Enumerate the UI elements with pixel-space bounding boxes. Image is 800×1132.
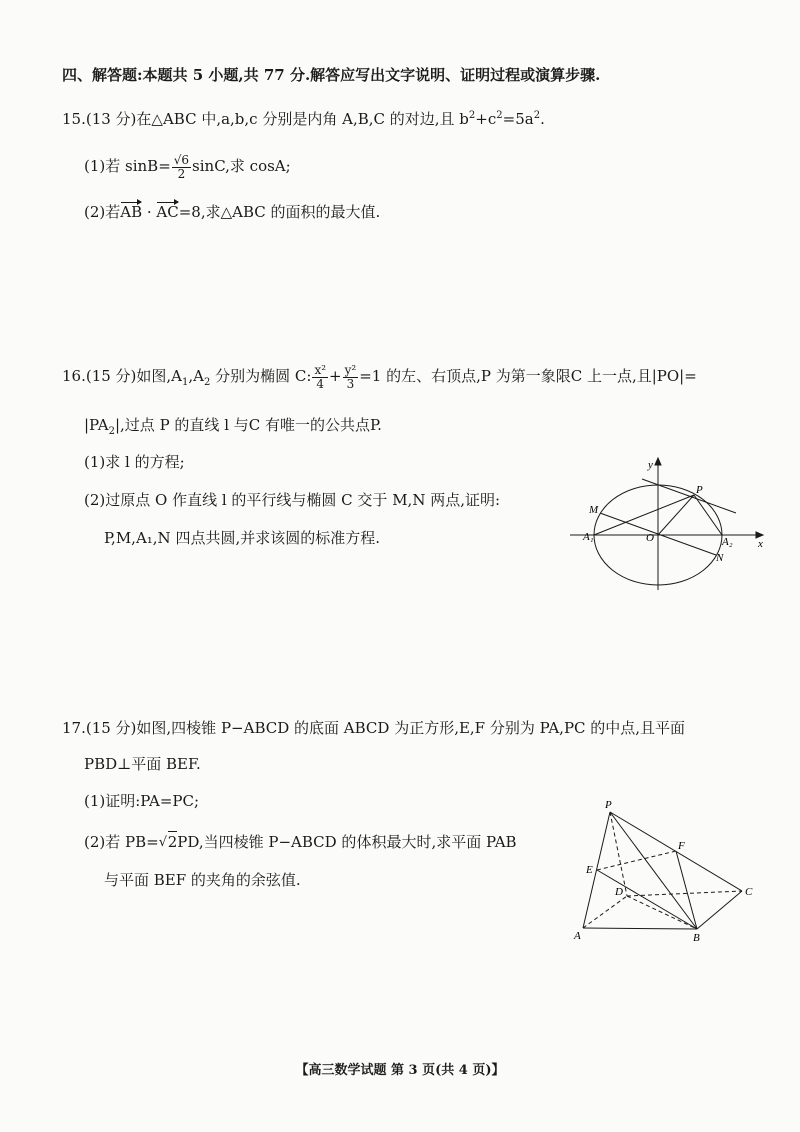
segment-eb	[597, 870, 697, 929]
label-p: P	[696, 484, 703, 496]
edge-bc	[697, 891, 742, 929]
q15-part1: (1)若 sinB= $\frac{√6}{2}$ sinC,求 cosA;	[84, 152, 291, 181]
q16-part1: (1)求 l 的方程;	[84, 453, 185, 471]
q16-stem-line2: $|PA_2|$,过点 P 的直线 l 与C 有唯一的公共点P.	[84, 416, 382, 437]
q15-part2: (2)若AB · AC=8,求△ABC 的面积的最大值.	[84, 203, 381, 221]
segment-o-p	[658, 495, 694, 535]
segment-ef	[597, 851, 676, 870]
page-footer: 【高三数学试题 第 3 页(共 4 页)】	[295, 1063, 505, 1078]
q16-frac-x: $\frac{\text{x²}}{4}$	[314, 362, 327, 391]
vector-ac: AC	[156, 203, 179, 221]
tangent-line-l	[642, 479, 736, 513]
edge-ab	[583, 928, 697, 929]
label-y: y	[648, 459, 653, 471]
ellipse-figure	[566, 455, 766, 595]
q17-stem-line2: PBD⊥平面 BEF.	[84, 755, 201, 773]
section-header: 四、解答题:本题共 5 小题,共 77 分.解答应写出文字说明、证明过程或演算步骤.	[62, 66, 601, 84]
q16-frac-y: $\frac{\text{y²}}{3}$	[344, 362, 357, 391]
q15-stem: 15.(13 分)在△ABC 中,a,b,c 分别是内角 A,B,C 的对边,且 $b^2+c^2=5a^2$.	[62, 110, 545, 128]
label-o: O	[646, 532, 654, 544]
edge-pb	[610, 812, 697, 929]
label-f: F	[678, 840, 685, 852]
q16-part2-line2: P,M,A₁,N 四点共圆,并求该圆的标准方程.	[104, 529, 380, 547]
label-m: M	[589, 504, 599, 516]
y-axis-arrow	[655, 458, 661, 465]
segment-p-a2	[694, 495, 722, 535]
label-a1: A₁	[583, 531, 594, 543]
q15-fraction: $\frac{√6}{2}$	[173, 152, 190, 181]
vector-ab: AB	[120, 203, 143, 221]
q16-stem: 16.(15 分)如图$,A_1,A_2$ 分别为椭圆 C: $\frac{\text{x²}}{4}$ + $\frac{\text{y²}}{3}$ =1 的左、右顶点,P 为第一象限C 上一点,且|PO|=	[62, 362, 697, 391]
q17-part1: (1)证明:PA=PC;	[84, 792, 200, 810]
label-p: P	[605, 799, 612, 811]
label-a: A	[574, 930, 581, 942]
diagonal-db	[627, 896, 697, 929]
label-d: D	[615, 886, 623, 898]
label-n: N	[716, 552, 724, 564]
pyramid-figure	[570, 795, 760, 945]
q17-stem: 17.(15 分)如图,四棱锥 P−ABCD 的底面 ABCD 为正方形,E,F 分别为 PA,PC 的中点,且平面	[62, 719, 686, 737]
label-x: x	[758, 538, 763, 550]
label-a2: A₂	[722, 536, 733, 548]
q17-part2-line2: 与平面 BEF 的夹角的余弦值.	[104, 871, 301, 889]
q17-part2: (2)若 PB= √ 2PD,当四棱锥 P−ABCD 的体积最大时,求平面 PAB	[84, 833, 517, 851]
label-c: C	[745, 886, 753, 898]
edge-dc	[627, 891, 742, 896]
q16-part2-line1: (2)过原点 O 作直线 l 的平行线与椭圆 C 交于 M,N 两点,证明:	[84, 491, 501, 509]
edge-pd	[610, 812, 627, 896]
label-b: B	[693, 932, 700, 944]
sqrt-2: √ 2	[158, 833, 178, 851]
label-e: E	[586, 864, 593, 876]
